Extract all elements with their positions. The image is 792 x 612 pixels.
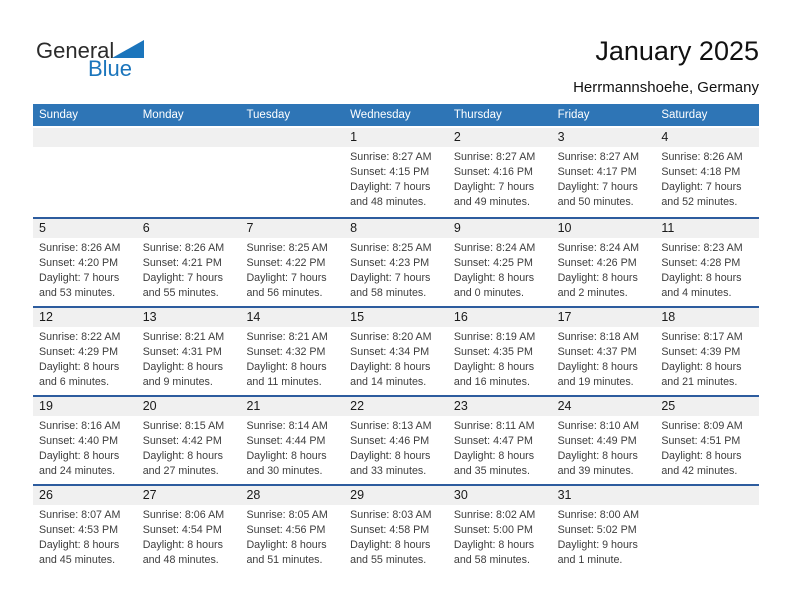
day-number (137, 128, 241, 147)
week-row-2 (33, 217, 759, 306)
sunset-text: Sunset: 4:40 PM (39, 435, 119, 447)
daylight-text: and 58 minutes. (453, 554, 530, 566)
sunrise-text: Sunrise: 8:24 AM (453, 242, 536, 254)
sunset-text: Sunset: 4:42 PM (142, 435, 222, 447)
daylight-text: and 42 minutes. (661, 465, 738, 477)
day-number: 21 (240, 397, 344, 416)
daylight-text: and 53 minutes. (39, 287, 116, 299)
sunset-text: Sunset: 4:44 PM (246, 435, 326, 447)
day-cell-empty (240, 128, 344, 217)
day-number: 3 (552, 128, 656, 147)
day-cell-empty (137, 128, 241, 217)
sunrise-text: Sunrise: 8:26 AM (661, 151, 743, 163)
daylight-text: Daylight: 8 hours (453, 272, 535, 284)
day-details (448, 147, 552, 210)
day-cell-3 (552, 128, 656, 217)
sunset-text: Sunset: 4:18 PM (661, 166, 741, 178)
sunrise-text: Sunrise: 8:22 AM (39, 331, 121, 343)
page-title: January 2025 (595, 36, 759, 66)
weekday-header-saturday: Saturday (661, 109, 708, 121)
day-number: 25 (655, 397, 759, 416)
day-number: 27 (137, 486, 241, 505)
day-cell-empty (33, 128, 137, 217)
day-details (344, 505, 448, 568)
daylight-text: Daylight: 8 hours (39, 450, 120, 462)
daylight-text: and 51 minutes. (246, 554, 323, 566)
sunset-text: Sunset: 4:21 PM (142, 257, 222, 269)
day-cell-16 (448, 308, 552, 395)
day-cell-9 (448, 219, 552, 306)
day-number: 19 (33, 397, 137, 416)
day-number: 13 (137, 308, 241, 327)
day-number: 10 (552, 219, 656, 238)
day-cell-7 (240, 219, 344, 306)
daylight-text: Daylight: 8 hours (39, 539, 120, 551)
day-details (655, 416, 759, 479)
sunrise-text: Sunrise: 8:07 AM (39, 509, 121, 521)
sunrise-text: Sunrise: 8:00 AM (557, 509, 639, 521)
daylight-text: Daylight: 8 hours (661, 450, 742, 462)
day-cell-15 (344, 308, 448, 395)
daylight-text: and 2 minutes. (557, 287, 628, 299)
week-row-3 (33, 306, 759, 395)
sunset-text: Sunset: 4:15 PM (350, 166, 430, 178)
daylight-text: Daylight: 7 hours (142, 272, 223, 284)
weekday-header-row (33, 104, 759, 126)
sunrise-text: Sunrise: 8:09 AM (661, 420, 743, 432)
day-cell-17 (552, 308, 656, 395)
sunset-text: Sunset: 4:37 PM (557, 346, 637, 358)
day-cell-1 (344, 128, 448, 217)
daylight-text: Daylight: 8 hours (142, 361, 223, 373)
day-number: 20 (137, 397, 241, 416)
sunrise-text: Sunrise: 8:14 AM (246, 420, 328, 432)
sunrise-text: Sunrise: 8:02 AM (453, 509, 536, 521)
day-number: 22 (344, 397, 448, 416)
daylight-text: Daylight: 8 hours (246, 361, 327, 373)
day-number: 11 (655, 219, 759, 238)
day-details (240, 416, 344, 479)
daylight-text: Daylight: 7 hours (557, 181, 638, 193)
day-cell-6 (137, 219, 241, 306)
sunset-text: Sunset: 4:58 PM (350, 524, 430, 536)
day-details (33, 416, 137, 479)
sunrise-text: Sunrise: 8:10 AM (557, 420, 639, 432)
daylight-text: Daylight: 8 hours (557, 272, 638, 284)
day-number: 14 (240, 308, 344, 327)
day-details (448, 505, 552, 568)
daylight-text: and 19 minutes. (557, 376, 634, 388)
day-cell-19 (33, 397, 137, 484)
sunrise-text: Sunrise: 8:23 AM (661, 242, 743, 254)
weekday-header-friday: Friday (557, 109, 590, 121)
weekday-header-monday: Monday (142, 109, 184, 121)
daylight-text: and 24 minutes. (39, 465, 116, 477)
weekday-header-thursday: Thursday (453, 109, 502, 121)
day-details (552, 416, 656, 479)
day-cell-31 (552, 486, 656, 573)
day-number: 6 (137, 219, 241, 238)
daylight-text: and 50 minutes. (557, 196, 634, 208)
daylight-text: and 55 minutes. (142, 287, 219, 299)
sunset-text: Sunset: 4:22 PM (246, 257, 326, 269)
sunrise-text: Sunrise: 8:16 AM (39, 420, 121, 432)
location-subtitle: Herrmannshoehe, Germany (573, 79, 759, 96)
day-details (344, 327, 448, 390)
daylight-text: Daylight: 9 hours (557, 539, 638, 551)
day-number: 5 (33, 219, 137, 238)
day-details (240, 505, 344, 568)
daylight-text: and 58 minutes. (350, 287, 427, 299)
sunset-text: Sunset: 4:17 PM (557, 166, 637, 178)
day-cell-23 (448, 397, 552, 484)
daylight-text: Daylight: 8 hours (350, 539, 431, 551)
daylight-text: Daylight: 8 hours (661, 272, 742, 284)
sunset-text: Sunset: 4:49 PM (557, 435, 637, 447)
daylight-text: and 27 minutes. (142, 465, 219, 477)
day-number: 30 (448, 486, 552, 505)
sunset-text: Sunset: 4:26 PM (557, 257, 637, 269)
sunset-text: Sunset: 4:29 PM (39, 346, 119, 358)
sunrise-text: Sunrise: 8:27 AM (453, 151, 536, 163)
day-number: 4 (655, 128, 759, 147)
sunrise-text: Sunrise: 8:26 AM (142, 242, 225, 254)
daylight-text: and 55 minutes. (350, 554, 427, 566)
daylight-text: and 49 minutes. (453, 196, 530, 208)
day-details (448, 327, 552, 390)
day-number: 16 (448, 308, 552, 327)
sunset-text: Sunset: 4:53 PM (39, 524, 119, 536)
daylight-text: Daylight: 8 hours (453, 361, 535, 373)
sunrise-text: Sunrise: 8:24 AM (557, 242, 639, 254)
daylight-text: Daylight: 7 hours (661, 181, 742, 193)
day-details (240, 327, 344, 390)
day-cell-8 (344, 219, 448, 306)
week-row-1 (33, 128, 759, 217)
calendar-grid (33, 104, 759, 573)
sunrise-text: Sunrise: 8:26 AM (39, 242, 121, 254)
sunrise-text: Sunrise: 8:05 AM (246, 509, 328, 521)
day-cell-21 (240, 397, 344, 484)
sunrise-text: Sunrise: 8:15 AM (142, 420, 225, 432)
day-number: 31 (552, 486, 656, 505)
daylight-text: and 52 minutes. (661, 196, 738, 208)
daylight-text: Daylight: 8 hours (557, 361, 638, 373)
logo-text-general: General (36, 38, 115, 63)
day-cell-29 (344, 486, 448, 573)
daylight-text: and 35 minutes. (453, 465, 530, 477)
week-row-5 (33, 484, 759, 573)
sunset-text: Sunset: 4:46 PM (350, 435, 430, 447)
day-cell-24 (552, 397, 656, 484)
day-details (33, 327, 137, 390)
daylight-text: Daylight: 8 hours (350, 450, 431, 462)
sunset-text: Sunset: 4:39 PM (661, 346, 741, 358)
day-cell-18 (655, 308, 759, 395)
sunrise-text: Sunrise: 8:17 AM (661, 331, 743, 343)
day-details (240, 238, 344, 301)
day-number: 2 (448, 128, 552, 147)
day-number: 9 (448, 219, 552, 238)
day-cell-27 (137, 486, 241, 573)
sunrise-text: Sunrise: 8:27 AM (350, 151, 432, 163)
sunset-text: Sunset: 4:23 PM (350, 257, 430, 269)
daylight-text: and 16 minutes. (453, 376, 530, 388)
sunset-text: Sunset: 4:20 PM (39, 257, 119, 269)
day-cell-5 (33, 219, 137, 306)
day-details (344, 416, 448, 479)
sunset-text: Sunset: 4:34 PM (350, 346, 430, 358)
sunrise-text: Sunrise: 8:21 AM (142, 331, 225, 343)
daylight-text: and 48 minutes. (142, 554, 219, 566)
day-details (137, 505, 241, 568)
day-cell-25 (655, 397, 759, 484)
daylight-text: Daylight: 8 hours (246, 450, 327, 462)
daylight-text: Daylight: 8 hours (142, 539, 223, 551)
day-details (552, 147, 656, 210)
day-number (33, 128, 137, 147)
sunset-text: Sunset: 4:47 PM (453, 435, 533, 447)
weeks-container (33, 128, 759, 573)
daylight-text: Daylight: 8 hours (453, 539, 535, 551)
daylight-text: Daylight: 7 hours (350, 272, 431, 284)
day-details (137, 416, 241, 479)
general-blue-logo (36, 40, 166, 82)
day-number: 23 (448, 397, 552, 416)
day-cell-14 (240, 308, 344, 395)
day-cell-11 (655, 219, 759, 306)
day-number: 1 (344, 128, 448, 147)
day-number: 18 (655, 308, 759, 327)
day-details (344, 147, 448, 210)
day-cell-20 (137, 397, 241, 484)
day-details (33, 238, 137, 301)
daylight-text: and 9 minutes. (142, 376, 213, 388)
daylight-text: Daylight: 8 hours (350, 361, 431, 373)
sunrise-text: Sunrise: 8:19 AM (453, 331, 536, 343)
day-cell-2 (448, 128, 552, 217)
sunset-text: Sunset: 4:54 PM (142, 524, 222, 536)
day-number: 24 (552, 397, 656, 416)
daylight-text: and 56 minutes. (246, 287, 323, 299)
sunrise-text: Sunrise: 8:11 AM (453, 420, 535, 432)
sunrise-text: Sunrise: 8:21 AM (246, 331, 328, 343)
day-details (344, 238, 448, 301)
sunset-text: Sunset: 5:02 PM (557, 524, 637, 536)
day-details (655, 238, 759, 301)
daylight-text: and 0 minutes. (453, 287, 524, 299)
logo-text-blue: Blue (88, 56, 133, 81)
sunset-text: Sunset: 4:32 PM (246, 346, 326, 358)
daylight-text: and 30 minutes. (246, 465, 323, 477)
day-details (552, 238, 656, 301)
daylight-text: Daylight: 7 hours (246, 272, 327, 284)
day-number: 7 (240, 219, 344, 238)
sunrise-text: Sunrise: 8:25 AM (350, 242, 432, 254)
day-cell-28 (240, 486, 344, 573)
day-cell-26 (33, 486, 137, 573)
day-number: 12 (33, 308, 137, 327)
day-number: 15 (344, 308, 448, 327)
sunrise-text: Sunrise: 8:20 AM (350, 331, 432, 343)
daylight-text: and 11 minutes. (246, 376, 322, 388)
day-cell-10 (552, 219, 656, 306)
sunset-text: Sunset: 4:28 PM (661, 257, 741, 269)
sunset-text: Sunset: 4:56 PM (246, 524, 326, 536)
sunset-text: Sunset: 4:31 PM (142, 346, 222, 358)
weekday-header-sunday: Sunday (39, 109, 79, 121)
day-cell-22 (344, 397, 448, 484)
daylight-text: Daylight: 8 hours (453, 450, 535, 462)
day-number (240, 128, 344, 147)
day-details (552, 327, 656, 390)
daylight-text: and 33 minutes. (350, 465, 427, 477)
sunrise-text: Sunrise: 8:06 AM (142, 509, 225, 521)
day-cell-4 (655, 128, 759, 217)
daylight-text: Daylight: 7 hours (39, 272, 120, 284)
day-number: 26 (33, 486, 137, 505)
sunrise-text: Sunrise: 8:27 AM (557, 151, 639, 163)
day-number: 17 (552, 308, 656, 327)
daylight-text: and 14 minutes. (350, 376, 427, 388)
week-row-4 (33, 395, 759, 484)
sunrise-text: Sunrise: 8:03 AM (350, 509, 432, 521)
daylight-text: Daylight: 8 hours (142, 450, 223, 462)
day-cell-12 (33, 308, 137, 395)
sunrise-text: Sunrise: 8:13 AM (350, 420, 432, 432)
sunrise-text: Sunrise: 8:25 AM (246, 242, 328, 254)
daylight-text: and 45 minutes. (39, 554, 116, 566)
day-number: 28 (240, 486, 344, 505)
sunset-text: Sunset: 4:25 PM (453, 257, 533, 269)
daylight-text: Daylight: 8 hours (39, 361, 120, 373)
day-cell-30 (448, 486, 552, 573)
day-cell-empty (655, 486, 759, 573)
day-cell-13 (137, 308, 241, 395)
sunset-text: Sunset: 4:51 PM (661, 435, 741, 447)
day-details (448, 416, 552, 479)
daylight-text: and 6 minutes. (39, 376, 110, 388)
weekday-header-wednesday: Wednesday (350, 109, 411, 121)
day-details (655, 147, 759, 210)
weekday-header-tuesday: Tuesday (246, 109, 291, 121)
day-number: 8 (344, 219, 448, 238)
day-details (33, 505, 137, 568)
day-details (552, 505, 656, 568)
sunset-text: Sunset: 4:16 PM (453, 166, 533, 178)
sunset-text: Sunset: 4:35 PM (453, 346, 533, 358)
day-details (137, 327, 241, 390)
daylight-text: Daylight: 7 hours (453, 181, 535, 193)
sunset-text: Sunset: 5:00 PM (453, 524, 533, 536)
day-details (448, 238, 552, 301)
daylight-text: Daylight: 8 hours (246, 539, 327, 551)
daylight-text: Daylight: 8 hours (661, 361, 742, 373)
daylight-text: and 21 minutes. (661, 376, 738, 388)
daylight-text: and 48 minutes. (350, 196, 427, 208)
day-details (137, 238, 241, 301)
day-number (655, 486, 759, 505)
daylight-text: Daylight: 7 hours (350, 181, 431, 193)
day-details (655, 327, 759, 390)
daylight-text: and 1 minute. (557, 554, 623, 566)
daylight-text: and 39 minutes. (557, 465, 634, 477)
sunrise-text: Sunrise: 8:18 AM (557, 331, 639, 343)
day-number: 29 (344, 486, 448, 505)
daylight-text: and 4 minutes. (661, 287, 732, 299)
daylight-text: Daylight: 8 hours (557, 450, 638, 462)
